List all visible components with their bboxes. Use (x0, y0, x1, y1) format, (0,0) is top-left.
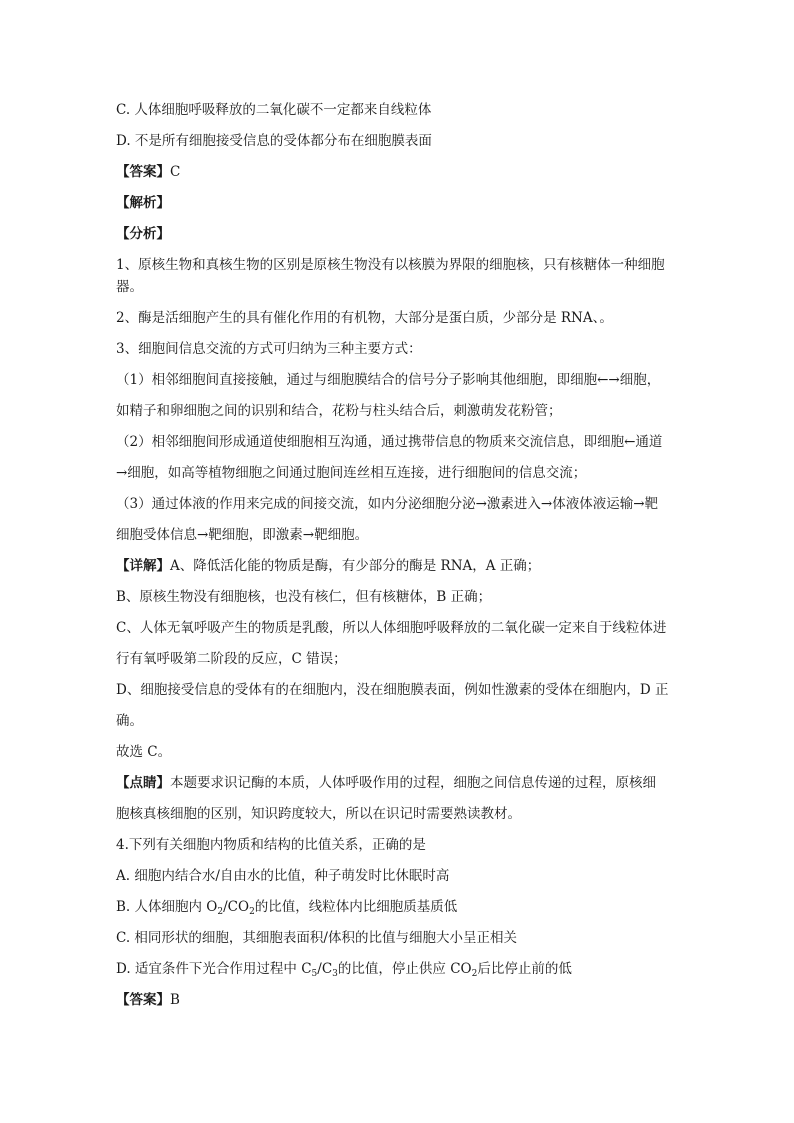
subscript: 2 (471, 969, 478, 979)
text-span: D. 适宜条件下光合作用过程中 C (116, 961, 312, 977)
text-span: /CO (223, 899, 250, 915)
detail-text: A、降低活化能的物质是酶，有少部分的酶是 RNA，A 正确； (170, 558, 541, 574)
subscript: 3 (332, 969, 338, 979)
paragraph-line: 2、酶是活细胞产生的具有催化作用的有机物，大部分是蛋白质，少部分是 RNA、。 (116, 310, 613, 326)
subscript: 2 (217, 907, 224, 917)
answer-value: B (170, 992, 180, 1008)
tip-line (116, 773, 696, 804)
paragraph-line: B、原核生物没有细胞核，也没有核仁，但有核糖体，B 正确； (116, 589, 492, 605)
paragraph-line: （2）相邻细胞间形成通道使细胞相互沟通，通过携带信息的物质来交流信息，即细胞←通道 (116, 434, 663, 450)
analysis-heading: 【解析】 (116, 195, 170, 211)
tip-text: 本题要求识记酶的本质，人体呼吸作用的过程，细胞之间信息传递的过程，原核细 (170, 775, 656, 791)
paragraph-line: （3）通过体液的作用来完成的间接交流，如内分泌细胞分泌→激素进入→体液体液运输→靶 (116, 496, 659, 512)
paragraph-line: 器。 (116, 279, 143, 295)
paragraph-line: 细胞受体信息→靶细胞，即激素→靶细胞。 (116, 527, 369, 543)
paragraph-line: 3、细胞间信息交流的方式可归纳为三种主要方式： (116, 341, 422, 357)
paragraph-line: C、人体无氧呼吸产生的物质是乳酸，所以人体细胞呼吸释放的二氧化碳一定来自于线粒体进 (116, 620, 667, 636)
subscript: 2 (249, 907, 255, 917)
option-c: C. 人体细胞呼吸释放的二氧化碳不一定都来自线粒体 (116, 102, 432, 118)
tip-label: 【点睛】 (116, 775, 170, 791)
subscript: 5 (311, 969, 318, 979)
paragraph-line: 故选 C。 (116, 744, 172, 760)
detail-line (116, 556, 696, 587)
answer-label: 【答案】 (116, 164, 170, 180)
paragraph-line: 1、原核生物和真核生物的区别是原核生物没有以核膜为界限的细胞核，只有核糖体一种细胞 (116, 257, 665, 273)
text-span: 的比值，停止供应 CO (337, 961, 472, 977)
breakdown-heading: 【分析】 (116, 226, 170, 242)
q4-option-d (116, 959, 696, 990)
q4-option-c: C. 相同形状的细胞，其细胞表面积/体积的比值与细胞大小呈正相关 (116, 930, 517, 946)
option-d: D. 不是所有细胞接受信息的受体都分布在细胞膜表面 (116, 133, 432, 149)
text-span: 的比值，线粒体内比细胞质基质低 (254, 899, 458, 915)
q4-option-b (116, 897, 696, 928)
paragraph-line: →细胞，如高等植物细胞之间通过胞间连丝相互连接，进行细胞间的信息交流； (116, 465, 587, 481)
document-body (116, 100, 696, 1021)
paragraph-line: （1）相邻细胞间直接接触，通过与细胞膜结合的信号分子影响其他细胞，即细胞←→细胞， (116, 372, 661, 388)
answer-label: 【答案】 (116, 992, 170, 1008)
paragraph-line: D、细胞接受信息的受体有的在细胞内，没在细胞膜表面，例如性激素的受体在细胞内，D 正 (116, 682, 669, 698)
answer-line (116, 990, 696, 1021)
detail-label: 【详解】 (116, 558, 170, 574)
paragraph-line: 如精子和卵细胞之间的识别和结合，花粉与柱头结合后，刺激萌发花粉管； (116, 403, 562, 419)
text-span: 后比停止前的低 (477, 961, 572, 977)
paragraph-line: 胞核真核细胞的区别，知识跨度较大，所以在识记时需要熟读教材。 (116, 806, 521, 822)
answer-value: C (170, 164, 181, 180)
paragraph-line: 确。 (116, 713, 143, 729)
text-span: B. 人体细胞内 O (116, 899, 218, 915)
answer-line (116, 162, 696, 193)
paragraph-line: 行有氧呼吸第二阶段的反应，C 错误； (116, 651, 347, 667)
question-stem: 4.下列有关细胞内物质和结构的比值关系，正确的是 (116, 837, 426, 853)
q4-option-a: A. 细胞内结合水/自由水的比值，种子萌发时比休眠时高 (116, 868, 450, 884)
text-span: /C (317, 961, 333, 977)
